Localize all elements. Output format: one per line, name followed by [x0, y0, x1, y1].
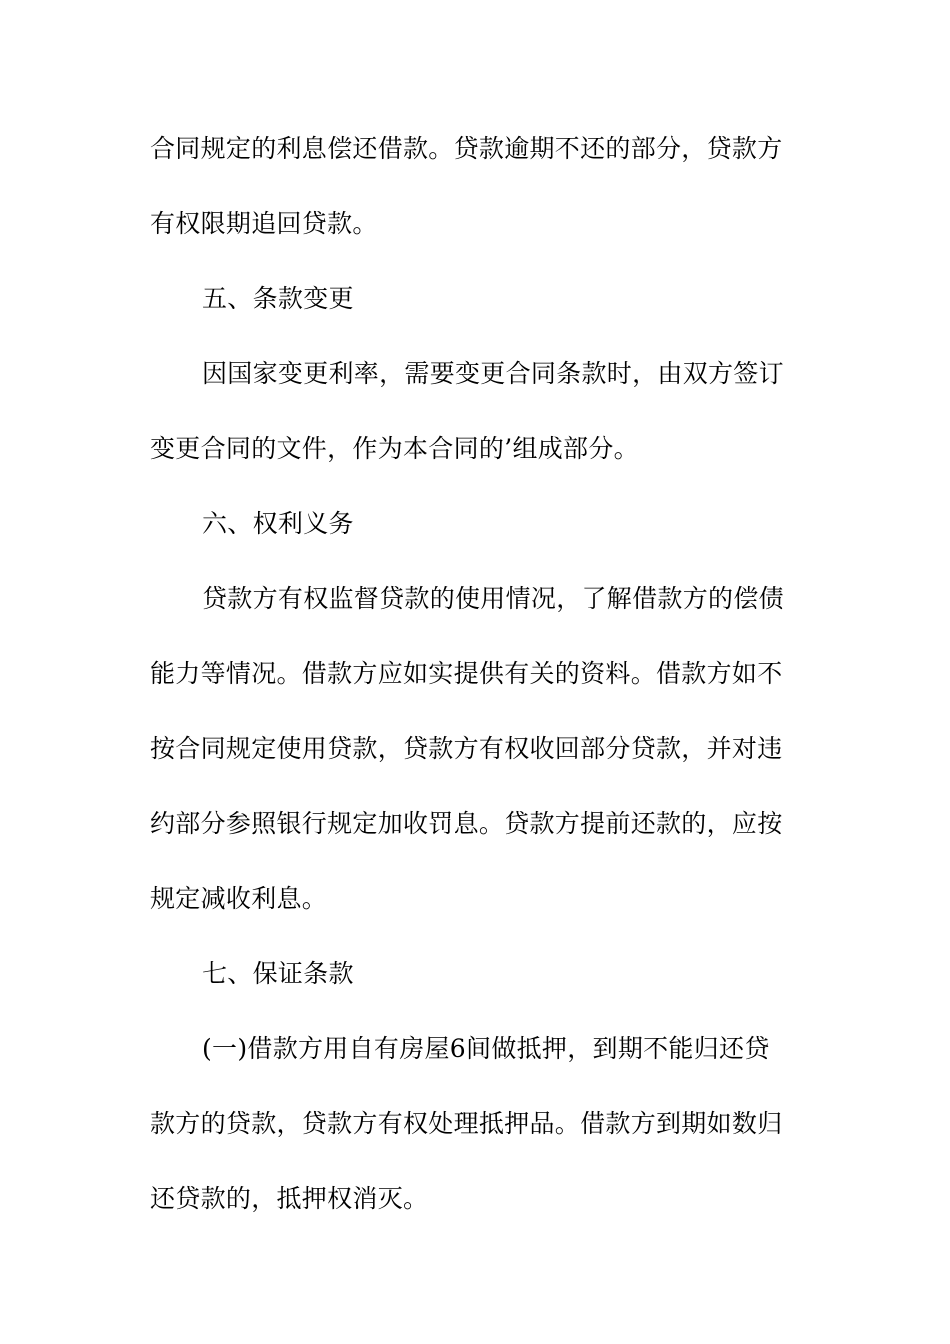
paragraph-line: 合同规定的利息偿还借款。贷款逾期不还的部分，贷款方 [150, 134, 783, 163]
paragraph-line: 约部分参照银行规定加收罚息。贷款方提前还款的，应按 [150, 809, 783, 838]
section-heading: 五、条款变更 [202, 284, 354, 313]
paragraph-line: 变更合同的文件，作为本合同的’组成部分。 [150, 434, 639, 463]
paragraph-line: 还贷款的，抵押权消灭。 [150, 1184, 429, 1213]
paragraph-line: 有权限期追回贷款。 [150, 209, 378, 238]
paragraph-line: 因国家变更利率，需要变更合同条款时，由双方签订 [202, 359, 784, 388]
paragraph-line: 规定减收利息。 [150, 884, 328, 913]
paragraph-line: 能力等情况。借款方应如实提供有关的资料。借款方如不 [150, 659, 783, 688]
paragraph-line: 贷款方有权监督贷款的使用情况，了解借款方的偿债 [202, 584, 784, 613]
paragraph-line: (一)借款方用自有房屋6间做抵押，到期不能归还贷 [202, 1034, 770, 1063]
paragraph-line: 款方的贷款，贷款方有权处理抵押品。借款方到期如数归 [150, 1109, 783, 1138]
section-heading: 六、权利义务 [202, 509, 354, 538]
section-heading: 七、保证条款 [202, 959, 354, 988]
paragraph-line: 按合同规定使用贷款，贷款方有权收回部分贷款，并对违 [150, 734, 783, 763]
